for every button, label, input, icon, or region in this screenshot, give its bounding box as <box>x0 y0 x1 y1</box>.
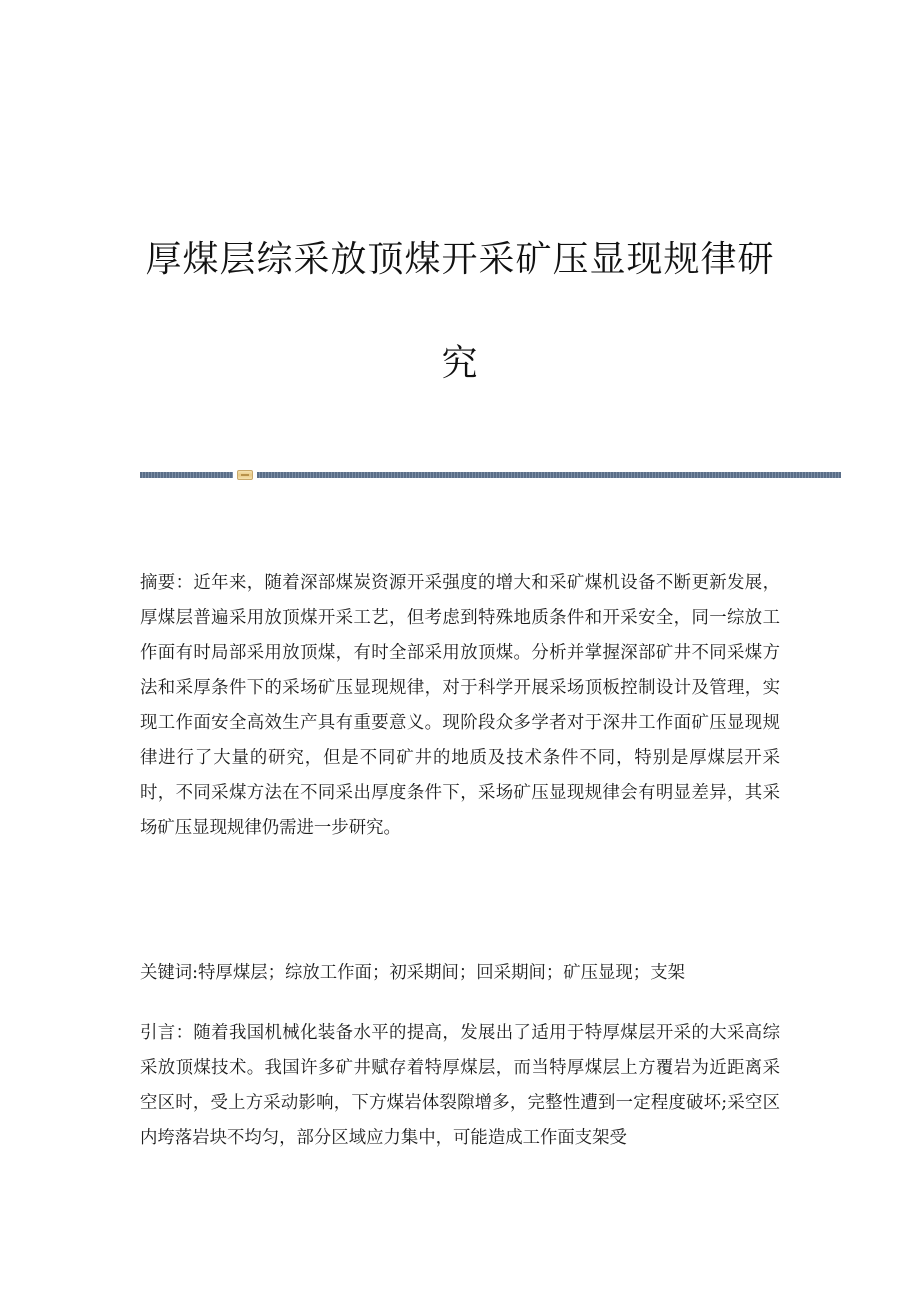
title-line-2: 究 <box>441 343 479 384</box>
title-line-1: 厚煤层综采放顶煤开采矿压显现规律研 <box>145 239 775 280</box>
introduction-paragraph: 引言：随着我国机械化装备水平的提高，发展出了适用于特厚煤层开采的大采高综采放顶煤技术。我国许多矿井赋存着特厚煤层，而当特厚煤层上方覆岩为近距离采空区时，受上方采动影响，下方煤岩体裂隙增多，完整性遭到一定程度破坏;采空区内垮落岩块不均匀，部分区域应力集中，可能造成工作面支架受 <box>140 1023 780 1148</box>
divider-ornament-icon <box>237 470 253 480</box>
divider-bar-right <box>257 472 841 478</box>
keywords-paragraph: 关键词:特厚煤层；综放工作面；初采期间；回采期间；矿压显现；支架 <box>140 963 685 983</box>
abstract-paragraph: 摘要：近年来，随着深部煤炭资源开采强度的增大和采矿煤机设备不断更新发展，厚煤层普遍采用放顶煤开采工艺，但考虑到特殊地质条件和开采安全，同一综放工作面有时局部采用放顶煤，有时全部采用放顶煤。分析并掌握深部矿井不同采煤方法和采厚条件下的采场矿压显现规律，对于科学开展采场顶板控制设计及管理，实现工作面安全高效生产具有重要意义。现阶段众多学者对于深井工作面矿压显现规律进行了大量的研究，但是不同矿井的地质及技术条件不同，特别是厚煤层开采时，不同采煤方法在不同采出厚度条件下，采场矿压显现规律会有明显差异，其采场矿压显现规律仍需进一步研究。 <box>140 573 780 838</box>
document-title <box>100 208 820 416</box>
title-divider <box>140 470 841 480</box>
divider-bar-left <box>140 472 233 478</box>
